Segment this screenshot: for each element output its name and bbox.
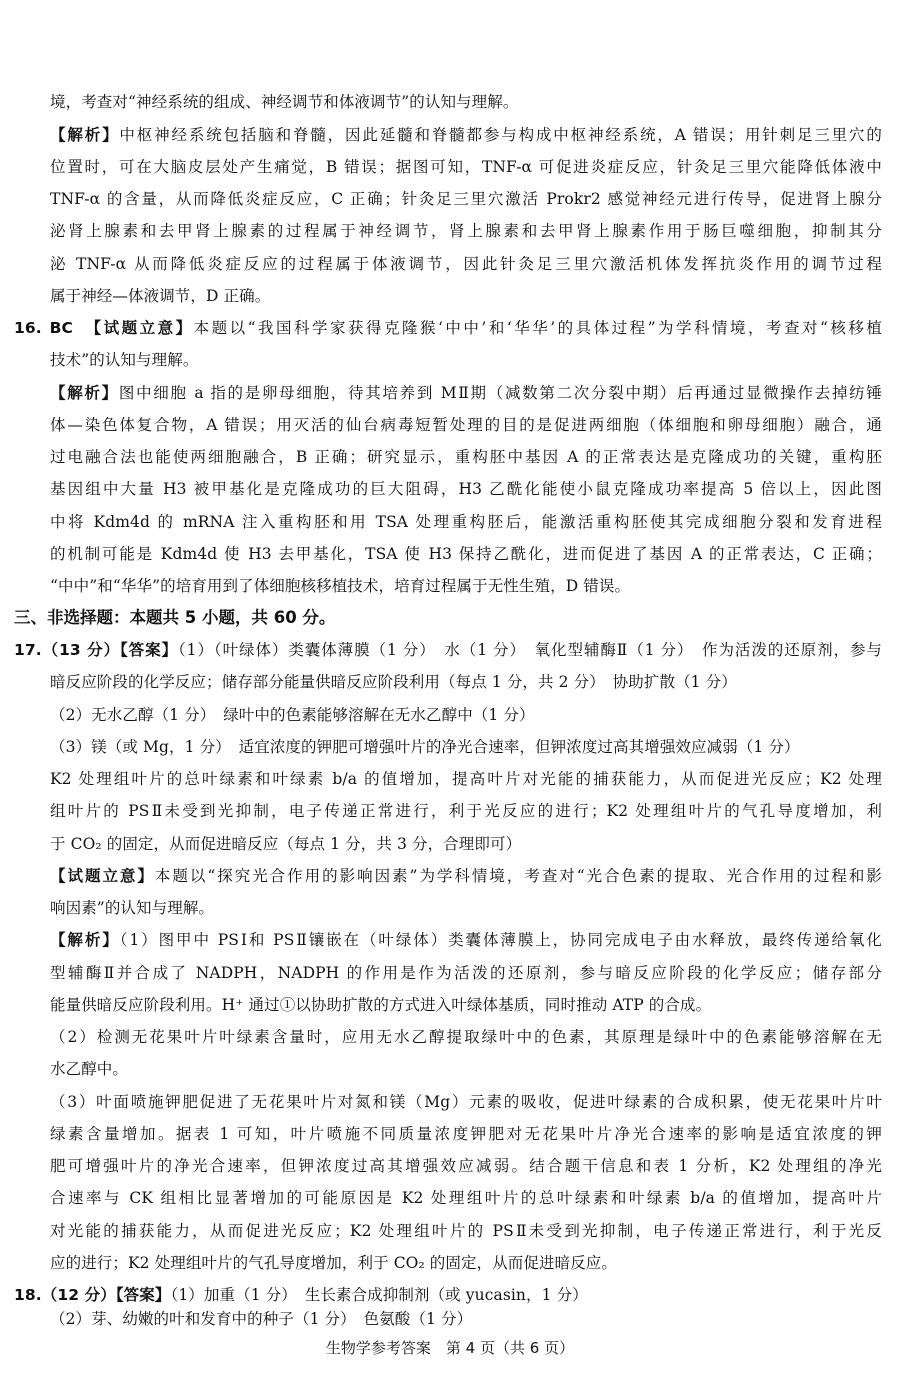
text-line: 绿素含量增加。据表 1 可知，叶片喷施不同质量浓度钾肥对无花果叶片净光合速率的影响是适宜浓度的钾: [50, 1125, 882, 1143]
text-line: 组叶片的 PSⅡ未受到光抑制，电子传递正常进行，利于光反应的进行；K2 处理组叶片的气孔导度增加，利: [50, 802, 882, 820]
analysis-tag: 【解析】: [50, 931, 120, 949]
text-line: 【解析】图中细胞 a 指的是卵母细胞，待其培养到 MⅡ期（减数第二次分裂中期）后再通过显微操作去掉纺锤: [50, 384, 882, 402]
text-line: 肥可增强叶片的净光合速率，但钾浓度过高其增强效应减弱。结合题干信息和表 1 分析，K2 处理组的净光: [50, 1157, 882, 1175]
text-line: 【解析】中枢神经系统包括脑和脊髓，因此延髓和脊髓都参与构成中枢神经系统，A 错误；用针刺足三里穴的: [50, 126, 882, 144]
section-heading: 三、非选择题：本题共 5 小题，共 60 分。: [14, 608, 336, 627]
question-18-line: 18.（12 分）【答案】（1）加重（1 分） 生长素合成抑制剂（或 yucasin，1 分）: [14, 1286, 588, 1304]
answer-tag: 18.（12 分）【答案】: [14, 1286, 171, 1304]
text-line: 泌 TNF-α 从而降低炎症反应的过程属于体液调节，因此针灸足三里穴激活机体发挥抗炎作用的调节过程: [50, 255, 882, 273]
text-line: 泌肾上腺素和去甲肾上腺素的过程属于神经调节，肾上腺素和去甲肾上腺素作用于肠巨噬细胞，抑制其分: [50, 222, 882, 240]
text-line: 对光能的捕获能力，从而促进光反应；K2 处理组叶片的 PSⅡ未受到光抑制，电子传递正常进行，利于光反: [50, 1222, 882, 1240]
text-line: 水乙醇中。: [50, 1060, 129, 1078]
text-line: “中中”和“华华”的培育用到了体细胞核移植技术，培育过程属于无性生殖，D 错误。: [50, 577, 631, 595]
text-line: （3）叶面喷施钾肥促进了无花果叶片对氮和镁（Mg）元素的吸收，促进叶绿素的合成积累，使无花果叶片叶: [50, 1093, 882, 1111]
text-line: （2）芽、幼嫩的叶和发育中的种子（1 分） 色氨酸（1 分）: [50, 1310, 473, 1328]
text-line: 体—染色体复合物，A 错误；用灭活的仙台病毒短暂处理的目的是促进两细胞（体细胞和卵母细胞）融合，通: [50, 416, 882, 434]
text-line: 暗反应阶段的化学反应；储存部分能量供暗反应阶段利用（每点 1 分，共 2 分） 协助扩散（1 分）: [50, 673, 737, 691]
text-line: 的机制可能是 Kdm4d 使 H3 去甲基化，TSA 使 H3 保持乙酰化，进而促进了基因 A 的正常表达，C 正确；: [50, 545, 882, 563]
text-line: 位置时，可在大脑皮层处产生痛觉，B 错误；据图可知，TNF-α 可促进炎症反应，针灸足三里穴能降低体液中: [50, 158, 882, 176]
text-line: （2）无水乙醇（1 分） 绿叶中的色素能够溶解在无水乙醇中（1 分）: [50, 706, 535, 724]
text-line: 合速率与 CK 组相比显著增加的可能原因是 K2 处理组叶片的总叶绿素和叶绿素 b/a 的值增加，提高叶片: [50, 1189, 882, 1207]
text-line: 【解析】（1）图甲中 PSⅠ和 PSⅡ镶嵌在（叶绿体）类囊体薄膜上，协同完成电子由水释放，最终传递给氧化: [50, 931, 882, 949]
intent-tag: 【试题立意】: [50, 867, 155, 885]
text-line: 型辅酶Ⅱ并合成了 NADPH，NADPH 的作用是作为活泼的还原剂，参与暗反应阶段的化学反应；储存部分: [50, 964, 882, 982]
intent-tag: 16. BC 【试题立意】: [14, 319, 194, 337]
text-line: 基因组中大量 H3 被甲基化是克隆成功的巨大阻碍，H3 乙酰化能使小鼠克隆成功率提高 5 倍以上，因此图: [50, 480, 882, 498]
text-line: 过电融合法也能使两细胞融合，B 正确；研究显示，重构胚中基因 A 的正常表达是克隆成功的关键，重构胚: [50, 448, 882, 466]
text-line: K2 处理组叶片的总叶绿素和叶绿素 b/a 的值增加，提高叶片对光能的捕获能力，从而促进光反应；K2 处理: [50, 770, 882, 788]
text-line: 于 CO₂ 的固定，从而促进暗反应（每点 1 分，共 3 分，合理即可）: [50, 835, 522, 853]
text-line: 能量供暗反应阶段利用。H⁺ 通过①以协助扩散的方式进入叶绿体基质，同时推动 ATP 的合成。: [50, 996, 712, 1014]
page-footer: 生物学参考答案 第 4 页（共 6 页）: [325, 1339, 575, 1357]
text-line: 【试题立意】本题以“探究光合作用的影响因素”为学科情境，考查对“光合色素的提取、光合作用的过程和影: [50, 867, 882, 885]
text-line: 中将 Kdm4d 的 mRNA 注入重构胚和用 TSA 处理重构胚后，能激活重构胚使其完成细胞分裂和发育进程: [50, 513, 882, 531]
text-line: 境，考查对“神经系统的组成、神经调节和体液调节”的认知与理解。: [50, 93, 519, 111]
text-line: 属于神经—体液调节，D 正确。: [50, 287, 271, 305]
text-line: TNF-α 的含量，从而降低炎症反应，C 正确；针灸足三里穴激活 Prokr2 感觉神经元进行传导，促进肾上腺分: [50, 190, 882, 208]
text-line: （2）检测无花果叶片叶绿素含量时，应用无水乙醇提取绿叶中的色素，其原理是绿叶中的色素能够溶解在无: [50, 1028, 882, 1046]
analysis-tag: 【解析】: [50, 384, 119, 402]
text-line: 响因素”的认知与理解。: [50, 899, 215, 917]
question-17-line: 17.（13 分）【答案】（1）（叶绿体）类囊体薄膜（1 分） 水（1 分） 氧化型辅酶Ⅱ（1 分） 作为活泼的还原剂，参与: [14, 641, 882, 659]
text-line: 应的进行；K2 处理组叶片的气孔导度增加，利于 CO₂ 的固定，从而促进暗反应。: [50, 1254, 618, 1272]
answer-tag: 17.（13 分）【答案】: [14, 641, 178, 659]
text-line: 技术”的认知与理解。: [50, 351, 199, 369]
question-16-line: 16. BC 【试题立意】本题以“我国科学家获得克隆猴‘中中’和‘华华’的具体过程”为学科情境，考查对“核移植: [14, 319, 882, 337]
text-line: （3）镁（或 Mg，1 分） 适宜浓度的钾肥可增强叶片的净光合速率，但钾浓度过高其增强效应减弱（1 分）: [50, 738, 800, 756]
analysis-tag: 【解析】: [50, 126, 120, 144]
